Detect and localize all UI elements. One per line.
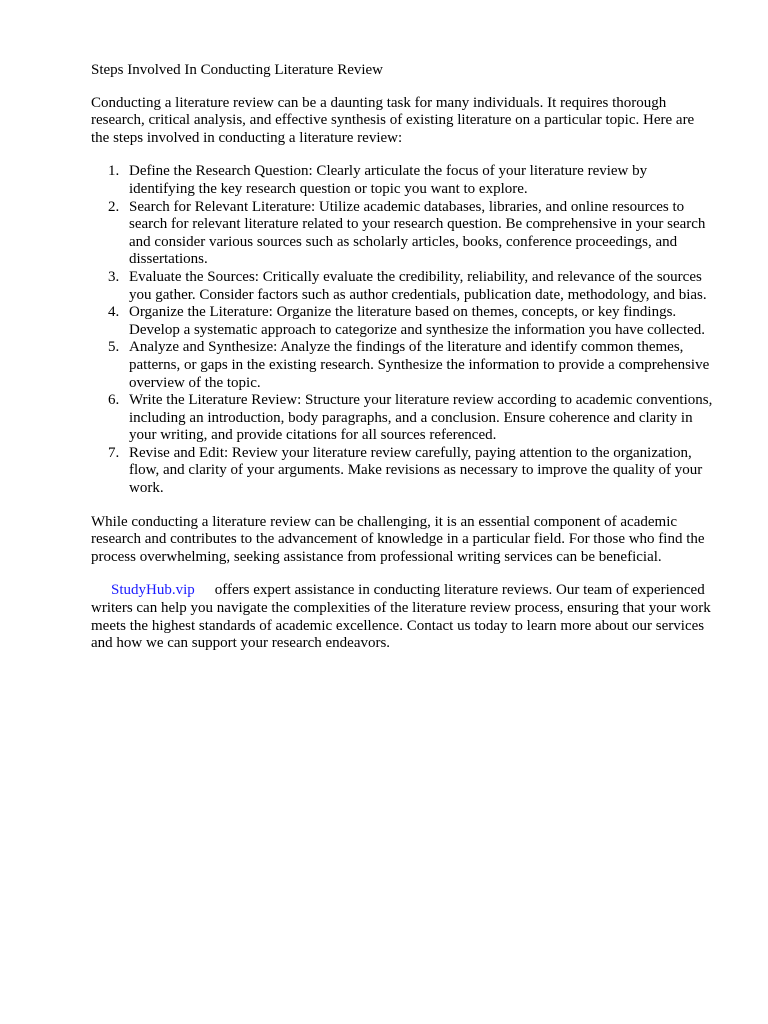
list-item-text: Define the Research Question: Clearly articulate the focus of your literature review by identifying the key research question or topic you want to explore. bbox=[129, 163, 648, 197]
list-item-text: Analyze and Synthesize: Analyze the findings of the literature and identify common themes, patterns, or gaps in the existing research. Synthesize the information to provide a comprehensive overview of the topic. bbox=[129, 339, 710, 391]
list-item bbox=[91, 163, 714, 198]
list-item-text: Organize the Literature: Organize the literature based on themes, concepts, or key findings. Develop a systematic approach to categorize and synthesize the information you have collected. bbox=[129, 304, 706, 338]
list-item bbox=[91, 392, 714, 445]
promo-paragraph bbox=[91, 582, 714, 652]
promo-text: offers expert assistance in conducting literature reviews. Our team of experienced writers can help you navigate the complexities of the literature review process, ensuring that your work meets the highest standards of academic excellence. Contact us today to learn more about our services and how we can support your research endeavors. bbox=[91, 582, 711, 652]
list-item bbox=[91, 445, 714, 498]
list-item bbox=[91, 269, 714, 304]
list-item-text: Evaluate the Sources: Critically evaluate the credibility, reliability, and relevance of the sources you gather. Consider factors such as author credentials, publication date, methodology, and bias. bbox=[129, 268, 707, 303]
list-item-number: 5. bbox=[108, 339, 120, 356]
list-item-number: 6. bbox=[108, 392, 120, 409]
list-item bbox=[91, 339, 714, 392]
list-item bbox=[91, 199, 714, 269]
intro-paragraph: Conducting a literature review can be a daunting task for many individuals. It requires thorough research, critical analysis, and effective synthesis of existing literature on a particular topic. Here are the steps involved in conducting a literature review: bbox=[91, 94, 695, 146]
list-item-text: Search for Relevant Literature: Utilize academic databases, libraries, and online resources to search for relevant literature related to your research question. Be comprehensive in your search and consider various sources such as scholarly articles, books, conference proceedings, and dissertations. bbox=[129, 198, 706, 268]
list-item-number: 7. bbox=[108, 444, 120, 461]
document-title: Steps Involved In Conducting Literature Review bbox=[91, 62, 384, 78]
list-item-text: Revise and Edit: Review your literature review carefully, paying attention to the organization, flow, and clarity of your arguments. Make revisions as necessary to improve the quality of your work. bbox=[129, 444, 703, 497]
studyhub-link[interactable]: StudyHub.vip bbox=[111, 582, 195, 599]
list-item-number: 3. bbox=[108, 268, 120, 285]
list-item-number: 2. bbox=[108, 198, 120, 215]
list-item-number: 1. bbox=[108, 163, 120, 180]
list-item bbox=[91, 304, 714, 339]
list-item-number: 4. bbox=[108, 304, 120, 321]
closing-paragraph: While conducting a literature review can be challenging, it is an essential component of academic research and contributes to the advancement of knowledge in a particular field. For those who find the process overwhelming, seeking assistance from professional writing services can be beneficial. bbox=[91, 513, 705, 565]
list-item-text: Write the Literature Review: Structure your literature review according to academic conventions, including an introduction, body paragraphs, and a conclusion. Ensure coherence and clarity in your writing, and provide citations for all sources referenced. bbox=[129, 392, 713, 444]
steps-list bbox=[91, 163, 714, 497]
